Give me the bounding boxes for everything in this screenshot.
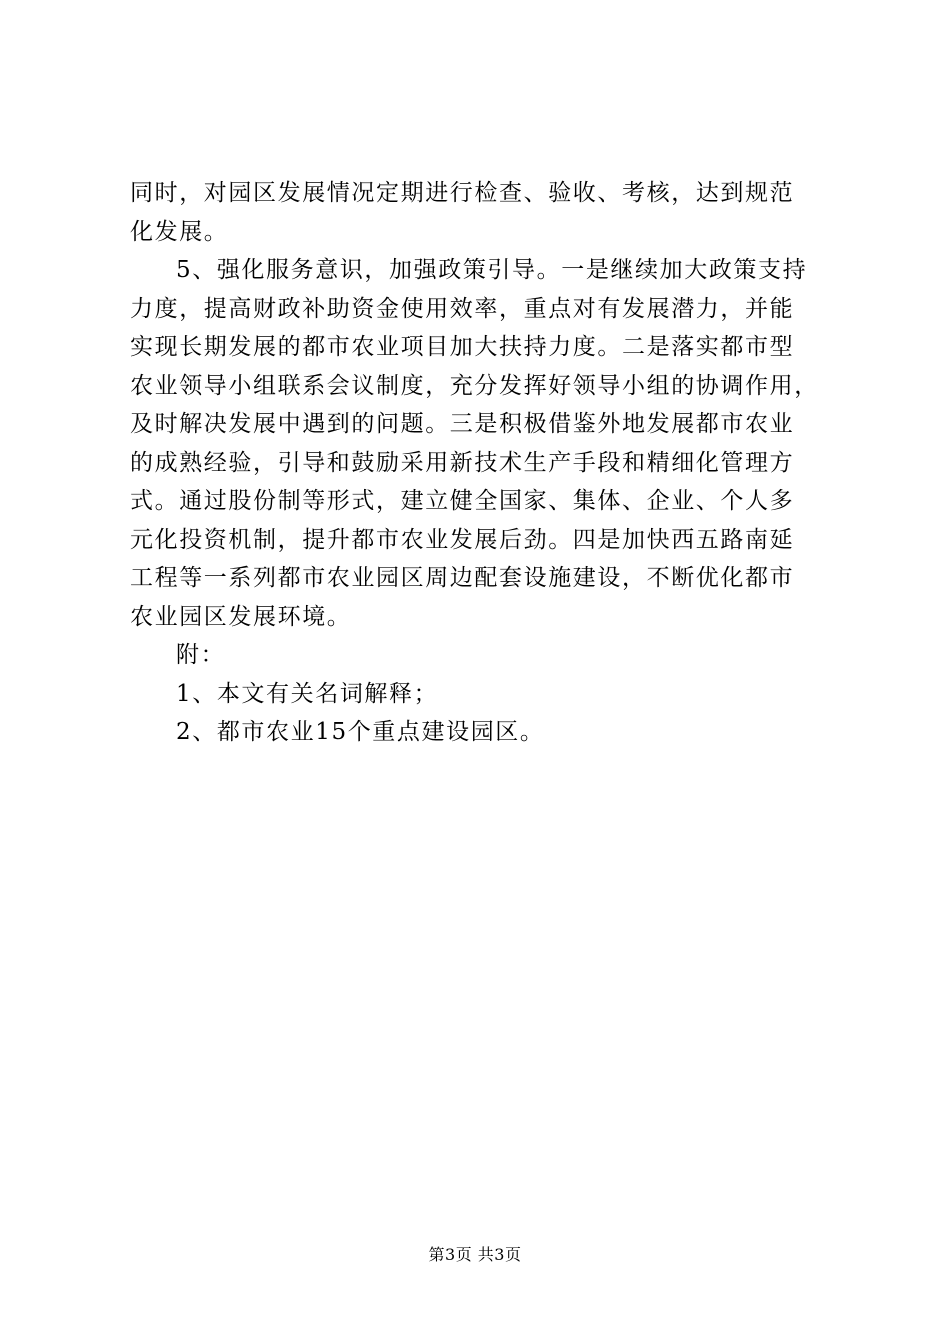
text-line-8: 的成熟经验，引导和鼓励采用新技术生产手段和精细化管理方 <box>130 449 795 476</box>
text-line-3: 5、强化服务意识，加强政策引导。一是继续加大政策支持 <box>176 257 808 283</box>
text-line-2: 化发展。 <box>130 218 229 245</box>
text-line-5: 实现长期发展的都市农业项目加大扶持力度。二是落实都市型 <box>130 334 795 360</box>
text-line-4: 力度，提高财政补助资金使用效率，重点对有发展潜力，并能 <box>130 295 795 322</box>
text-line-6: 农业领导小组联系会议制度，充分发挥好领导小组的协调作用， <box>130 372 819 399</box>
text-line-12: 农业园区发展环境。 <box>130 603 352 630</box>
appendix-item-1: 1、本文有关名词解释； <box>176 680 439 707</box>
text-line-10: 元化投资机制，提升都市农业发展后劲。四是加快西五路南延 <box>130 526 795 553</box>
text-line-7: 及时解决发展中遇到的问题。三是积极借鉴外地发展都市农业 <box>130 411 795 437</box>
text-line-1: 同时，对园区发展情况定期进行检查、验收、考核，达到规范 <box>130 180 795 206</box>
appendix-heading: 附： <box>176 642 226 668</box>
document-body <box>130 174 830 752</box>
page-footer: 第3页 共3页 <box>428 1245 522 1264</box>
text-line-9: 式。通过股份制等形式，建立健全国家、集体、企业、个人多 <box>130 488 795 514</box>
appendix-item-2: 2、都市农业15个重点建设园区。 <box>176 719 545 745</box>
text-line-11: 工程等一系列都市农业园区周边配套设施建设，不断优化都市 <box>130 565 795 591</box>
